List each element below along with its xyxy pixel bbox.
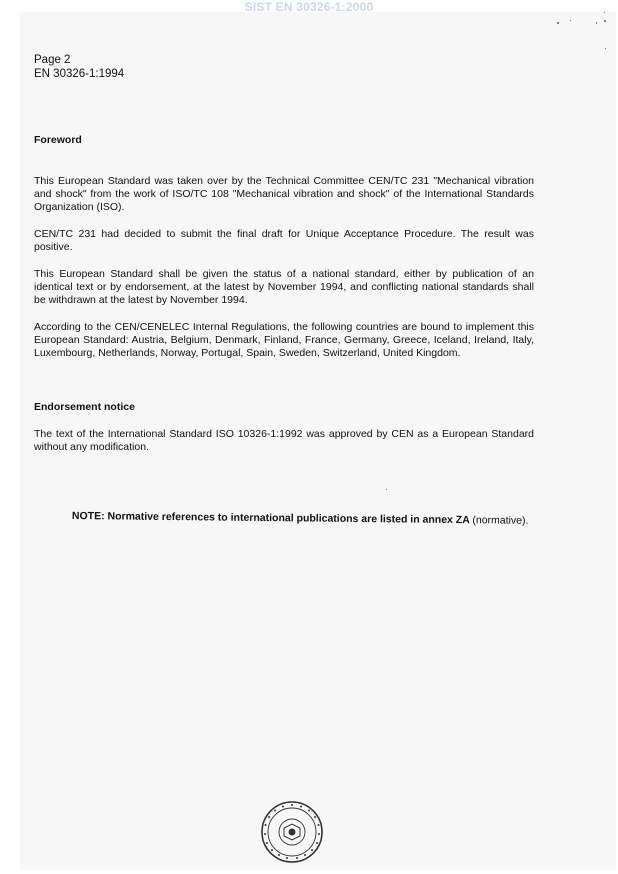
scan-speck [557,22,559,24]
foreword-paragraph-4: According to the CEN/CENELEC Internal Regulations, the following countries are bound to implement this European Standard: Austria, Belgium, Denmark, Finland, France, Germany, Greece, Iceland, Ireland, Italy, Luxembourg, Netherlands, Norway, Portugal, Spain, Sweden, Switzerland, United Kingdom. [34,321,534,359]
page-header [34,53,124,81]
foreword-paragraph-1: This European Standard was taken over by the Technical Committee CEN/TC 231 "Mechanical vibration and shock" from the work of ISO/TC 108 "Mechanical vibration and shock" of the International Standards Organization (ISO). [34,175,534,213]
scan-speck [605,48,606,49]
page-number: Page 2 [34,54,71,66]
foreword-paragraph-3: This European Standard shall be given the status of a national standard, either by publication of an identical text or by endorsement, at the latest by November 1994, and conflicting national standards shall be withdrawn at the latest by November 1994. [34,268,534,306]
note-suffix: (normative). [472,514,529,527]
watermark: SIST EN 30326-1:2000 [244,0,374,14]
endorsement-heading: Endorsement notice [34,401,135,413]
endorsement-text: The text of the International Standard ISO 10326-1:1992 was approved by CEN as a European Standard without any modification. [34,428,534,453]
standard-number: EN 30326-1:1994 [34,68,125,80]
scan-speck [596,22,597,24]
scan-speck [570,20,571,21]
scan-speck [604,20,606,22]
foreword-heading: Foreword [34,134,82,146]
note-text: NOTE: Normative references to international publications are listed in annex ZA [71,510,470,527]
foreword-paragraph-2: CEN/TC 231 had decided to submit the final draft for Unique Acceptance Procedure. The result was positive. [34,228,534,253]
scan-speck [604,12,605,13]
official-seal-stamp [260,800,324,864]
scan-speck [386,489,387,490]
